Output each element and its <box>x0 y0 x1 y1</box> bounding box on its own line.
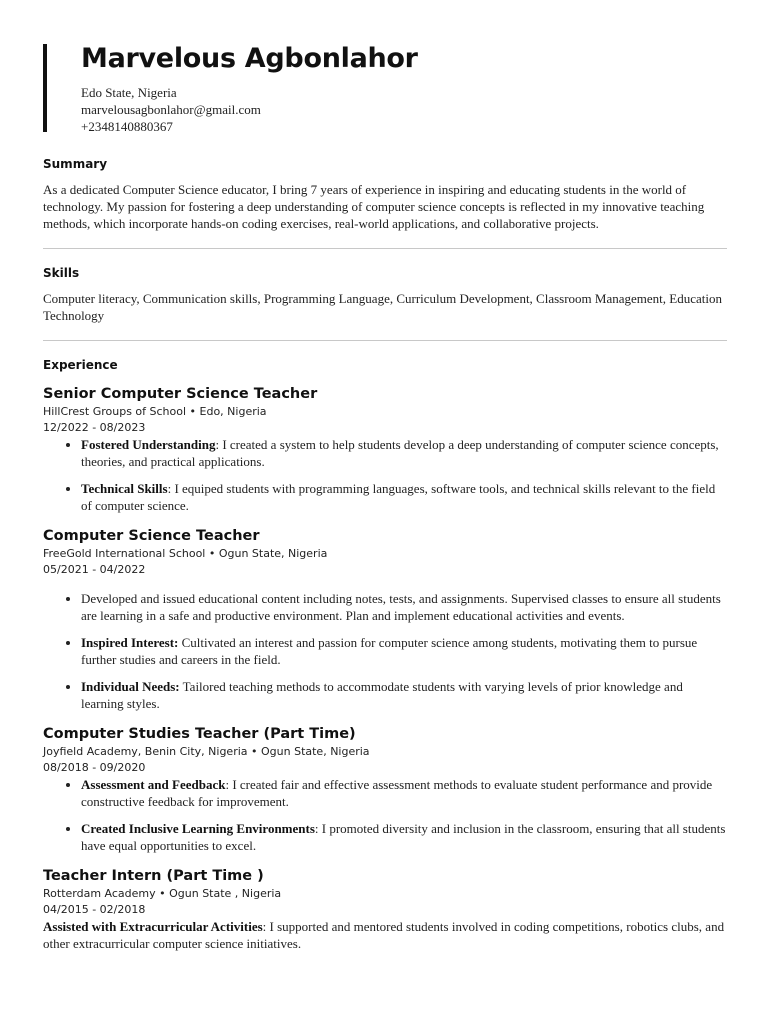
job-title: Senior Computer Science Teacher <box>43 386 318 402</box>
list-item <box>81 776 727 810</box>
job-bullets <box>43 590 727 712</box>
job-note <box>43 918 727 952</box>
job-dates: 12/2022 - 08/2023 <box>43 421 146 434</box>
bullet-text: : I created fair and effective assessment methods to evaluate student performance and provide constructive feedback for improvement. <box>81 777 713 809</box>
list-item <box>81 820 727 854</box>
bullet-lead: Fostered Understanding <box>81 437 216 452</box>
phone: +2348140880367 <box>81 119 173 134</box>
bullet-text: : I created a system to help students develop a deep understanding of computer science concepts, theories, and practical applications. <box>81 437 719 469</box>
bullet-text: Tailored teaching methods to accommodate students with varying levels of prior knowledge and learning styles. <box>81 679 683 711</box>
candidate-name: Marvelous Agbonlahor <box>81 43 418 74</box>
skills-heading: Skills <box>43 266 80 280</box>
job-title: Computer Studies Teacher (Part Time) <box>43 726 356 742</box>
bullet-lead: Created Inclusive Learning Environments <box>81 821 315 836</box>
resume-header <box>43 44 761 132</box>
job-entry <box>43 526 727 712</box>
experience-section <box>43 357 727 952</box>
skills-text: Computer literacy, Communication skills, Programming Language, Curriculum Development, Classroom Management, Education Technology <box>43 291 722 323</box>
email: marvelousagbonlahor@gmail.com <box>81 102 261 117</box>
resume-body <box>43 156 727 952</box>
summary-text: As a dedicated Computer Science educator, I bring 7 years of experience in inspiring and educating students in the world of technology. My passion for fostering a deep understanding of computer science concepts is reflected in my innovative teaching methods, which incorporate hands-on coding exercises, real-world applications, and collaborative projects. <box>43 182 705 231</box>
job-org: HillCrest Groups of School • Edo, Nigeria <box>43 405 267 418</box>
job-bullets <box>43 436 727 514</box>
job-title: Computer Science Teacher <box>43 528 260 544</box>
list-item <box>81 678 727 712</box>
note-lead: Assisted with Extracurricular Activities <box>43 919 263 934</box>
bullet-text: Cultivated an interest and passion for computer science among students, motivating them to pursue further studies and careers in the field. <box>81 635 698 667</box>
job-dates: 08/2018 - 09/2020 <box>43 761 146 774</box>
list-item <box>81 590 727 624</box>
bullet-lead: Technical Skills <box>81 481 168 496</box>
job-org: Joyfield Academy, Benin City, Nigeria • Ogun State, Nigeria <box>43 745 370 758</box>
list-item <box>81 436 727 470</box>
divider <box>43 340 727 341</box>
bullet-text: : I promoted diversity and inclusion in the classroom, ensuring that all students have equal opportunities to excel. <box>81 821 726 853</box>
job-entry <box>43 866 727 952</box>
job-entry <box>43 384 727 514</box>
experience-heading: Experience <box>43 358 118 372</box>
job-dates: 05/2021 - 04/2022 <box>43 563 146 576</box>
summary-heading: Summary <box>43 157 108 171</box>
list-item <box>81 480 727 514</box>
list-item <box>81 634 727 668</box>
note-text: : I supported and mentored students involved in coding competitions, robotics clubs, and other extracurricular computer science initiatives. <box>43 919 725 951</box>
bullet-lead: Assessment and Feedback <box>81 777 226 792</box>
divider <box>43 248 727 249</box>
contact-block <box>81 84 761 135</box>
job-org: FreeGold International School • Ogun State, Nigeria <box>43 547 328 560</box>
job-org: Rotterdam Academy • Ogun State , Nigeria <box>43 887 282 900</box>
job-bullets <box>43 776 727 854</box>
bullet-lead: Inspired Interest: <box>81 635 179 650</box>
location: Edo State, Nigeria <box>81 85 177 100</box>
job-dates: 04/2015 - 02/2018 <box>43 903 146 916</box>
skills-section <box>43 265 727 324</box>
job-title: Teacher Intern (Part Time ) <box>43 868 264 884</box>
bullet-text: Developed and issued educational content including notes, tests, and assignments. Supervised classes to ensure all students are learning in a safe and productive environment. Plan and implement educational activities and events. <box>81 591 721 623</box>
bullet-lead: Individual Needs: <box>81 679 180 694</box>
summary-section <box>43 156 727 232</box>
job-entry <box>43 724 727 854</box>
bullet-text: : I equiped students with programming languages, software tools, and technical skills relevant to the field of computer science. <box>81 481 716 513</box>
